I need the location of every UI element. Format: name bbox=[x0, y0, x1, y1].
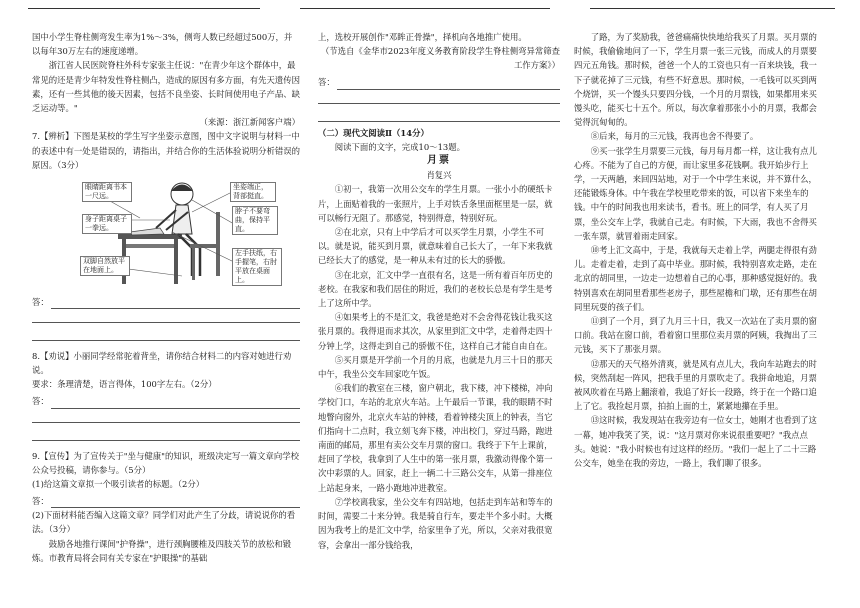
answer-line[interactable] bbox=[32, 327, 300, 341]
answer-line[interactable] bbox=[32, 409, 300, 423]
article-paragraph: ⑩考上汇文高中，于是，我就每天走着上学，两腿走得很有劲儿。走着走着，走到了高中毕业。那时候，我特别喜欢走路，走在北京的胡同里，一边走一边想着自己的心事，那种感觉挺好的。我特别喜欢在胡同里看那些老房子，那些屋檐和门墩，还有那些在胡同里玩耍的孩子们。 bbox=[574, 245, 817, 312]
article-author: 肖复兴 bbox=[426, 170, 452, 181]
top-rule-middle bbox=[300, 8, 550, 9]
question-7: 7.【辨析】下图是某校的学生写字坐姿示意图，图中文字说明与材料一中的表述中有一处是错误的，请指出，并结合你的生活体验说明分析错误的原因。（3分） bbox=[32, 131, 300, 170]
source-note: （节选自《金华市2023年度义务教育阶段学生脊柱侧弯异常筛查工作方案》） bbox=[320, 46, 560, 71]
top-rule-right bbox=[590, 8, 835, 9]
article-paragraph: ⑥我们的教室在三楼，窗户朝北，我下楼，冲下楼梯，冲向学校门口，车站的北京火车站。上午最后一节课，我的眼睛不时地瞥向窗外，北京火车站的钟楼，看着钟楼尖顶上的钟表，当它们指向十二点时，我立刻飞奔下楼，冲出校门，穿过马路，跑进南面的邮局，那里有卖公交车月票的窗口。我终于下午上课前，赶回了学校，我拿到了人生中的第一张月票，我激动得像个第一次中彩票的人。回家，赶上一辆二十三路公交车，从第一排座位上站起身来，一路小跑地冲进教室。 bbox=[318, 383, 553, 493]
article-paragraph: ④如果考上的不是汇文，我爸是绝对不会舍得花钱让我买这张月票的。我得退而求其次，从家里到汇文中学，走着得走四十分钟上学，这得走到自己的骄傲不住，这样自己才能自由自在。 bbox=[318, 312, 553, 351]
article-paragraph: ⑬这时候，我发现站在我旁边有一位女士，她刚才也看到了这一幕，她冲我笑了笑，说："这月票对你来说很重要吧？"我点点头。她说："我小时候也有过这样的经历。"我们一起上了二十三路公交车，她坐在我的旁边，一路上，我们聊了很多。 bbox=[574, 415, 817, 469]
article-paragraph: 了路，为了奖励我，爸爸痛痛快快地给我买了月票。买月票的时候，我偷偷地问了一下，学生月票一张三元钱，而成人的月票要四元五角钱。那时候，爸爸一个人的工资也只有一百来块钱，我一下子就花掉了三元钱，有些不好意思。那时候，一毛钱可以买到两个烧饼，买一个馒头只要四分钱，一个月的月票钱，如果都用来买馒头吃，能买七十五个。所以，每次拿着那张小小的月票，我都会觉得沉甸甸的。 bbox=[574, 32, 817, 128]
column-middle bbox=[318, 30, 560, 552]
answer-line[interactable] bbox=[32, 309, 300, 323]
question-9-2: (2)下面材料能否编入这篇文章？同学们对此产生了分歧，请说说你的看法。（3分） bbox=[32, 510, 296, 535]
article-title: 月票 bbox=[427, 155, 451, 167]
article-paragraph: ⑧后来，每月的三元钱，我再也舍不得要了。 bbox=[590, 131, 759, 142]
column-right bbox=[574, 30, 824, 470]
answer-line-q8[interactable]: 答： bbox=[32, 392, 300, 409]
article-paragraph: ⑨买一张学生月票要三元钱，每月每月都一样，这让我有点儿心疼。不能为了自己的方便，而让家里多花钱啊。我开始步行上学，一天两趟，来回四站地，对于一个中学生来说，并不算什么，还能锻炼身体。中午我在学校里吃带来的饭，可以省下来坐车的钱。中午的时间我也用来读书，看书。班上的同学，有人买了月票，坐公交车上学，我就自己走。有时候，下大雨，我也不舍得买一张车票，就冒着雨走回家。 bbox=[574, 145, 817, 241]
reading-instruction: 阅读下面的文字，完成10～13题。 bbox=[334, 141, 465, 152]
question-9: 9.【宣传】为了宣传关于"坐与健康"的知识，班级决定写一篇文章向学校公众号投稿，请你参与。（5分） bbox=[32, 450, 299, 475]
paragraph: 国中小学生脊柱侧弯发生率为1%～3%，侧弯人数已经超过500万，并以每年30万左右的速度递增。 bbox=[32, 32, 293, 57]
source-note: （来源：浙江新闻客户端） bbox=[199, 117, 300, 128]
answer-line[interactable] bbox=[318, 108, 560, 122]
figure-label-body-distance: 身子距离桌子一拳远。 bbox=[82, 214, 132, 234]
article-paragraph: ⑤买月票是开学前一个月的月底，也就是九月三十日的那天中午，我坐公交车回家吃午饭。 bbox=[318, 354, 553, 380]
paragraph: 上，选校开展创作"邓眸正骨操"，择机向各地推广使用。 bbox=[318, 32, 527, 42]
answer-line[interactable] bbox=[32, 427, 300, 441]
answer-line-q7[interactable]: 答： bbox=[32, 292, 300, 309]
figure-label-eye-distance: 眼睛距离书本一尺远。 bbox=[82, 182, 132, 202]
figure-label-neck: 脖子不要弯曲，保持平直。 bbox=[232, 206, 278, 235]
answer-line-q9-2[interactable]: 答： bbox=[318, 73, 560, 90]
top-rule-left bbox=[28, 8, 260, 9]
figure-label-feet: 双脚自然放平在地面上。 bbox=[80, 256, 130, 276]
answer-line[interactable] bbox=[318, 90, 560, 104]
article-paragraph: ①初一，我第一次用公交车的学生月票。一张小小的硬纸卡片，上面贴着我的一张照片，上手对铁舌条里面框里是一层，就可以畅行无阻了。那感觉，特别得意，特别好玩。 bbox=[318, 184, 553, 223]
question-9-1: (1)给这篇文章拟一个吸引读者的标题。（2分） bbox=[32, 479, 205, 490]
article-paragraph: ②在北京，只有上中学后才可以买学生月票，小学生不可以。就是说，能买到月票，就意味着自己长大了，一年下来我就已经长大了的感觉，是一种从未有过的长大的骄傲。 bbox=[318, 227, 553, 266]
material-text: 鼓励各地推行课间"护脊操"，进行颈胸腰椎及四肢关节的放松和锻炼。市教育局将会同有关专家在"护眼操"的基础 bbox=[32, 538, 291, 563]
article-paragraph: ⑪到了一个月，到了九月三十日，我又一次站在了卖月票的窗口前。我站在窗口前，看着窗口里那位卖月票的阿姨，我掏出了三元钱，买下了那张月票。 bbox=[574, 316, 817, 355]
article-paragraph: ⑫那天的天气格外清爽，就是风有点儿大，我向车站跑去的时候，突然刮起一阵风，把我手里的月票吹走了。我拼命地追，月票被风吹着在马路上翻滚着，我追了好长一段路，终于在一个路口追上了它。我捡起月票，拍拍上面的土，紧紧地攥在手里。 bbox=[574, 358, 817, 412]
section-heading: （二）现代文阅读Ⅱ（14分） bbox=[318, 127, 429, 138]
figure-label-hands: 左手扶纸，右手握笔，右肘平放在桌面上。 bbox=[232, 248, 282, 286]
question-8-requirement: 要求：条理清楚，语言得体，100字左右。（2分） bbox=[32, 379, 217, 390]
column-left bbox=[32, 30, 300, 565]
article-paragraph: ③在北京，汇文中学一直很有名，这是一所有着百年历史的老校。在我家和我们居住的附近，我们的老校长总是有学生是考上了这所中学。 bbox=[318, 269, 553, 309]
question-8: 8.【劝说】小丽同学经常驼着背坐，请你结合材料二的内容对她进行劝说。 bbox=[32, 351, 292, 376]
sitting-posture-figure bbox=[32, 172, 300, 292]
paragraph: 浙江省人民医院脊柱外科专家张主任说："在青少年这个群体中，最常见的还是青少年特发性脊柱侧凸，造成的原因有多方面，有先天遗传因素，还有一些其他的後天因素，包括不良坐姿、长时间使用电子产品、缺乏运动等。" bbox=[32, 60, 300, 114]
article-paragraph: ⑦学校离我家，坐公交车有四站地，包括走到车站和等车的时间，需要二十来分钟。我是骑自行车，要走半个多小时。大概因为我考上的是汇文中学，给家里争了光，所以，父亲对我很宽容，会拿出一部分钱给我， bbox=[318, 496, 553, 550]
figure-label-back: 坐姿端正，背部挺直。 bbox=[230, 182, 276, 202]
answer-line-q9-1[interactable]: 答： bbox=[32, 491, 300, 508]
